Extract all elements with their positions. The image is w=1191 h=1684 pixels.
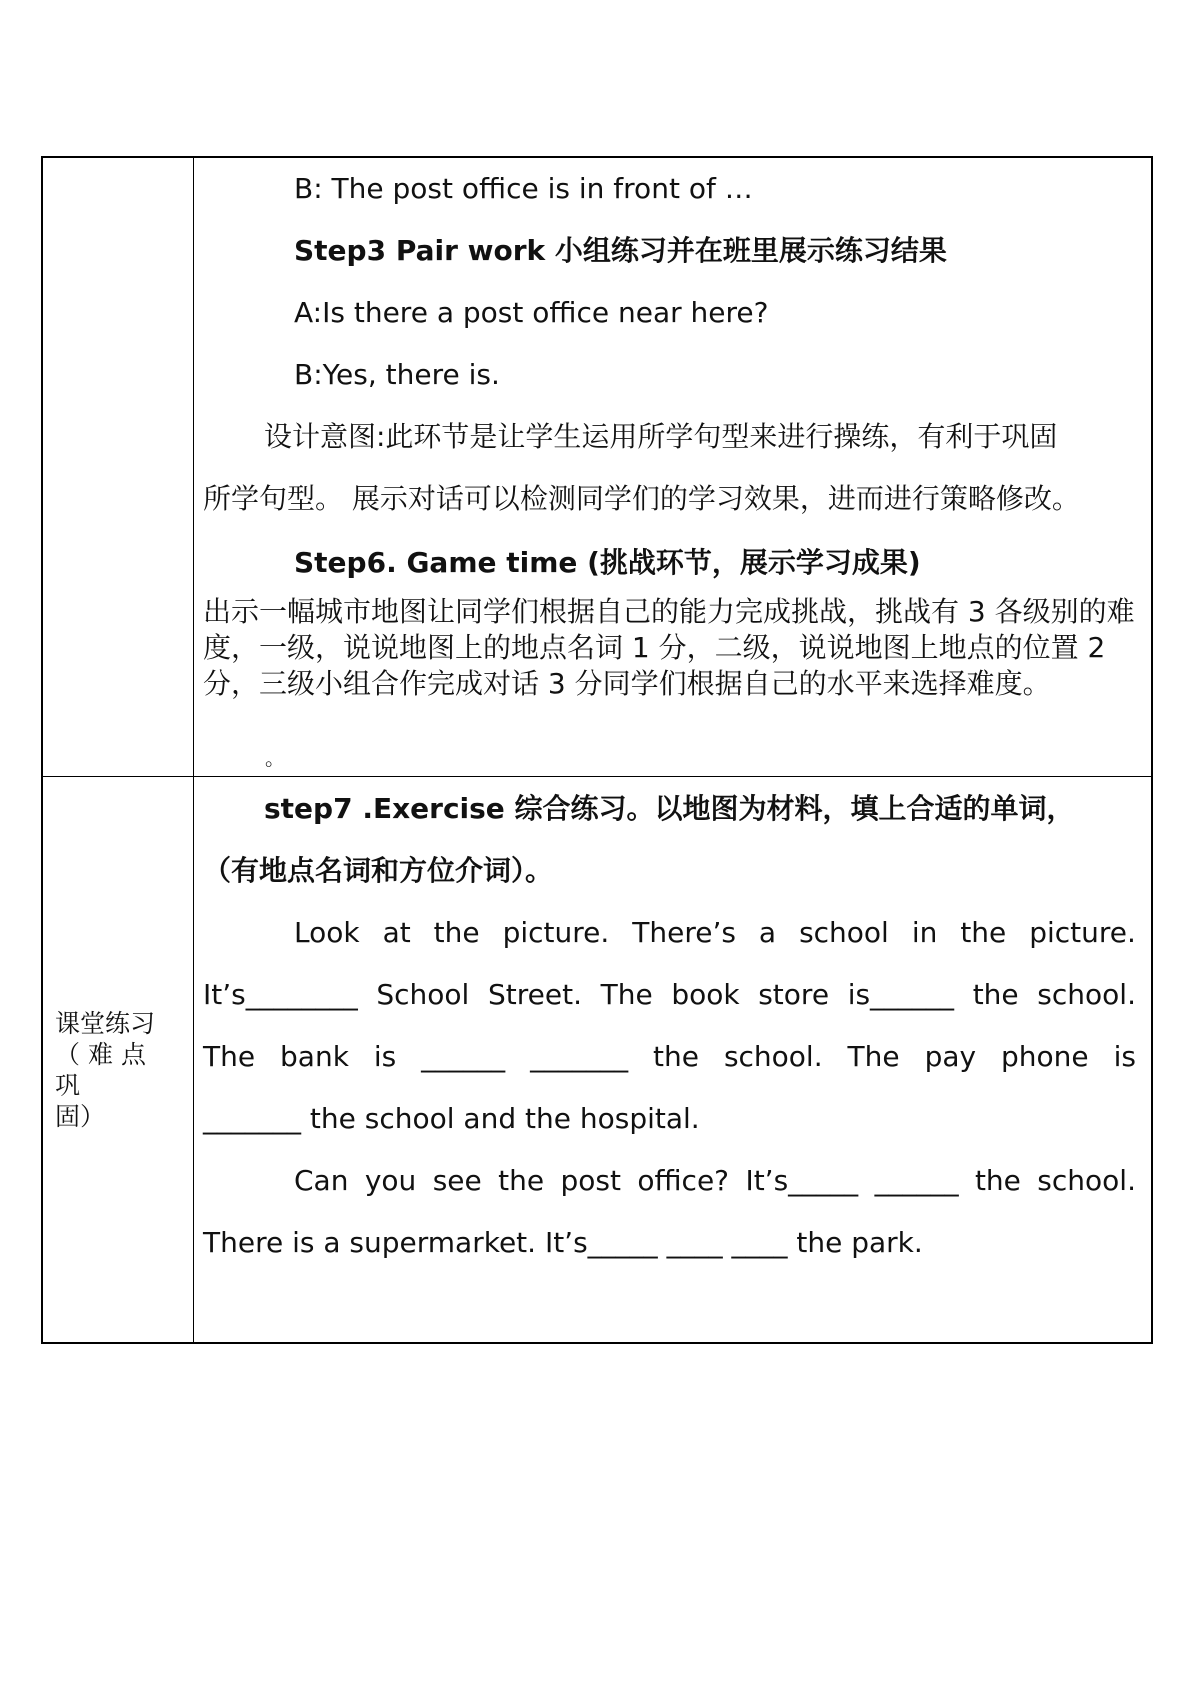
exercise-word: Street. — [487, 978, 582, 1011]
dialogue-line-b-front: B: The post office is in front of … — [294, 172, 753, 205]
exercise-line-1 — [294, 916, 1136, 950]
exercise-word: the — [653, 1040, 699, 1073]
exercise-word: you — [364, 1164, 417, 1197]
step6-heading: Step6. Game time (挑战环节，展示学习成果) — [294, 546, 921, 579]
classroom-practice-label — [55, 1008, 183, 1132]
exercise-word: It’s_____ — [745, 1164, 859, 1197]
exercise-line-2 — [203, 978, 1136, 1012]
exercise-word: post — [560, 1164, 621, 1197]
row-divider — [43, 776, 1151, 777]
exercise-word: office? — [637, 1164, 730, 1197]
lesson-table — [41, 156, 1153, 1344]
exercise-line-4: _______ the school and the hospital. — [203, 1102, 700, 1135]
exercise-word: school — [799, 916, 889, 949]
exercise-word: _______ — [530, 1040, 629, 1073]
upper-cell-content — [203, 158, 1139, 776]
exercise-word: It’s________ — [203, 978, 358, 1011]
exercise-word: in — [911, 916, 938, 949]
step6-paragraph: 出示一幅城市地图让同学们根据自己的能力完成挑战，挑战有 3 各级别的难度，一级，说说地图上的地点名词 1 分，二级，说说地图上地点的位置 2 分，三级小组合作完成对话 3 分同学们根据自己的水平来选择难度。 — [203, 595, 1135, 700]
exercise-word: the — [433, 916, 480, 949]
exercise-word: Look — [294, 916, 360, 949]
exercise-word: see — [432, 1164, 482, 1197]
dialogue-line-b: B:Yes, there is. — [294, 358, 500, 391]
exercise-word: is — [1113, 1040, 1136, 1073]
exercise-word: ______ — [874, 1164, 959, 1197]
exercise-line-3 — [203, 1040, 1136, 1074]
exercise-word: store — [758, 978, 830, 1011]
exercise-word: school. — [723, 1040, 823, 1073]
exercise-word: Can — [294, 1164, 349, 1197]
exercise-word: phone — [1001, 1040, 1089, 1073]
exercise-word: school. — [1037, 978, 1136, 1011]
column-divider — [193, 158, 194, 1342]
exercise-word: a — [758, 916, 777, 949]
step7-heading-line-2: （有地点名词和方位介词）。 — [203, 854, 554, 887]
exercise-word: at — [382, 916, 411, 949]
exercise-word: the — [972, 978, 1019, 1011]
side-label-line-2: （难点巩 — [55, 1040, 155, 1100]
design-intent-line-1: 设计意图:此环节是让学生运用所学句型来进行操练，有利于巩固 — [264, 420, 1058, 453]
exercise-word: picture. — [502, 916, 610, 949]
exercise-word: There’s — [632, 916, 736, 949]
trailing-period: 。 — [265, 746, 285, 770]
side-label-line-3: 固） — [55, 1102, 106, 1131]
exercise-word: is — [373, 1040, 397, 1073]
step3-heading: Step3 Pair work 小组练习并在班里展示练习结果 — [294, 234, 947, 267]
lower-cell-content — [203, 778, 1139, 1338]
side-label-line-1: 课堂练习 — [55, 1009, 156, 1038]
exercise-word: ______ — [421, 1040, 506, 1073]
exercise-word: The — [600, 978, 653, 1011]
exercise-word: The — [847, 1040, 900, 1073]
exercise-word: pay — [924, 1040, 977, 1073]
exercise-word: is______ — [847, 978, 955, 1011]
exercise-word: School — [376, 978, 470, 1011]
exercise-word: the — [974, 1164, 1021, 1197]
exercise-word: school. — [1037, 1164, 1136, 1197]
exercise-word: The — [203, 1040, 256, 1073]
exercise-word: the — [960, 916, 1007, 949]
dialogue-line-a: A:Is there a post office near here? — [294, 296, 769, 329]
exercise-word: bank — [280, 1040, 349, 1073]
step7-heading-line-1: step7 .Exercise 综合练习。以地图为材料，填上合适的单词， — [264, 792, 1075, 825]
exercise-line-5 — [294, 1164, 1136, 1198]
design-intent-line-2: 所学句型。 展示对话可以检测同学们的学习效果，进而进行策略修改。 — [203, 482, 1080, 515]
exercise-word: book — [671, 978, 740, 1011]
exercise-word: the — [498, 1164, 545, 1197]
exercise-word: picture. — [1029, 916, 1136, 949]
exercise-line-6: There is a supermarket. It’s_____ ____ ____ the park. — [203, 1226, 923, 1259]
